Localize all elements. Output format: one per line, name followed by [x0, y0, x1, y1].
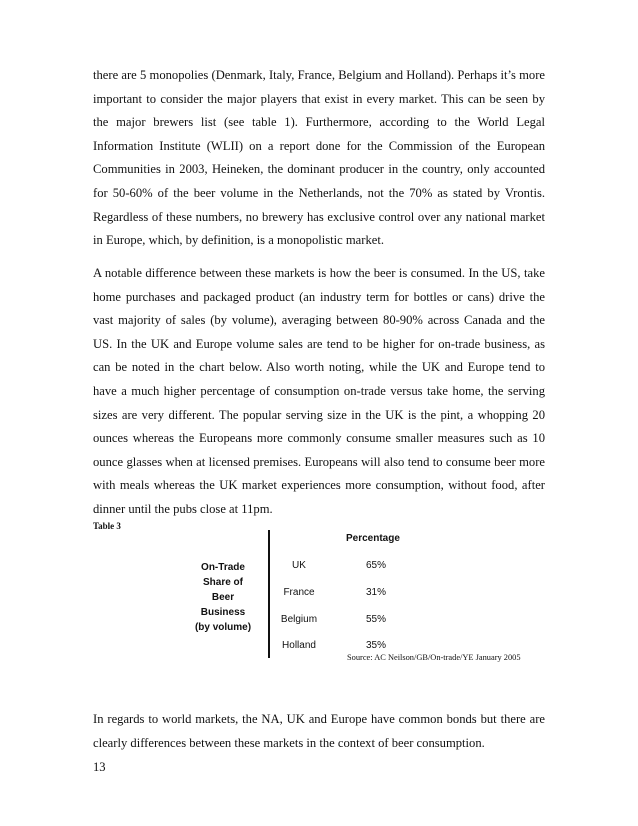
table-cell-country: UK [292, 560, 306, 571]
table-cell-percentage: 35% [366, 640, 387, 651]
table-source-note: Source: AC Neilson/GB/On-trade/YE January 2005 [347, 653, 521, 662]
table-cell-country: Belgium [280, 614, 318, 625]
table-title: Table 3 [93, 521, 121, 531]
table-divider-line [268, 530, 270, 658]
page-number: 13 [93, 760, 106, 774]
table-cell-percentage: 55% [366, 614, 387, 625]
paragraph-monopolies: there are 5 monopolies (Denmark, Italy, France, Belgium and Holland). Perhaps it’s more important to consider the major players that exist in every market. This can be seen by the major brewers list (see table 1). Furthermore, according to the World Legal Information Institute (WLII) on a report done for the Commission of the European Communities in 2003, Heineken, the dominant producer in the country, only accounted for 50-60% of the beer volume in the Netherlands, not the 70% as stated by Vrontis. Regardless of these numbers, no brewery has exclusive control over any national market in Europe, which, by definition, is a monopolistic market. [93, 68, 545, 248]
table-row-label: On-Trade Share of Beer Business (by volume) [194, 562, 252, 633]
paragraph-world-markets: In regards to world markets, the NA, UK and Europe have common bonds but there are clearly differences between these markets in the context of beer consumption. [93, 712, 545, 750]
table-cell-percentage: 31% [366, 587, 387, 598]
table-cell-percentage: 65% [366, 560, 387, 571]
table-cell-country: Holland [282, 640, 316, 651]
paragraph-consumption-differences: A notable difference between these markets is how the beer is consumed. In the US, take home purchases and packaged product (an industry term for bottles or cans) drive the vast majority of sales (by volume), averaging between 80-90% across Canada and the US. In the UK and Europe volume sales are tend to be higher for on-trade business, as can be noted in the chart below. Also worth noting, while the UK and Europe tend to have a much higher percentage of consumption on-trade versus take home, the serving sizes are very different. The popular serving size in the UK is the pint, a whopping 20 ounces whereas the Europeans more commonly consume smaller measures such as 10 ounce glasses when at licensed premises. Europeans will also tend to consume beer more with meals whereas the UK market experiences more consumption, without food, after dinner until the pubs close at 11pm. [93, 266, 545, 516]
table-column-header: Percentage [346, 533, 400, 544]
table-cell-country: France [283, 587, 315, 598]
